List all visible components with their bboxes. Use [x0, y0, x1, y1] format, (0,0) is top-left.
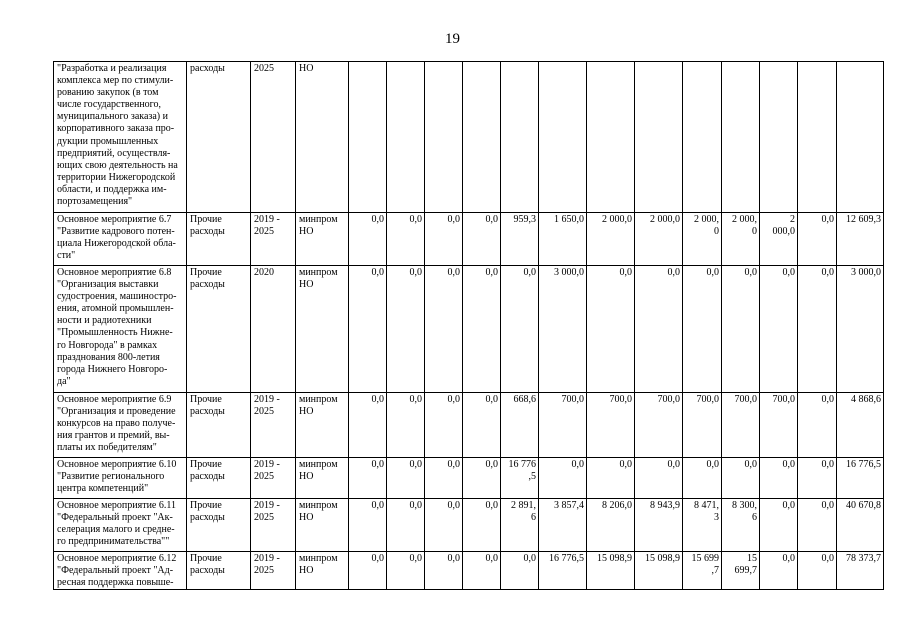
amount-cell: [722, 62, 760, 213]
table-row: [54, 62, 884, 213]
cell-line: 0,0: [485, 394, 498, 405]
amount-cell: [683, 552, 722, 590]
executor: [296, 393, 349, 458]
cell-line: 668,6: [513, 394, 536, 405]
cell-line: 700,0: [696, 394, 719, 405]
cell-line: 2019 -: [254, 500, 280, 511]
amount-cell: [349, 552, 387, 590]
activity-description: [54, 393, 187, 458]
amount-cell: [349, 266, 387, 393]
cell-line: 40 670,8: [846, 500, 881, 511]
executor: [296, 266, 349, 393]
cell-line: 0,0: [706, 267, 719, 278]
amount-cell: [837, 499, 884, 552]
cell-line: 700,0: [772, 394, 795, 405]
activity-description: [54, 266, 187, 393]
cell-line: 0,0: [821, 459, 834, 470]
amount-cell: [387, 266, 425, 393]
budget-table: [53, 61, 884, 590]
cell-line: 2 000,: [732, 214, 757, 225]
cell-line: 0,0: [447, 459, 460, 470]
cell-line: расходы: [190, 406, 225, 418]
amount-cell: [837, 458, 884, 499]
amount-cell: [539, 266, 587, 393]
cell-line: НО: [299, 406, 314, 418]
amount-cell: [798, 393, 837, 458]
period: [251, 458, 296, 499]
cell-line: 15 098,9: [597, 553, 632, 564]
cell-line: 0,0: [371, 500, 384, 511]
cell-line: 2019 -: [254, 553, 280, 564]
amount-cell: [635, 62, 683, 213]
executor: [296, 62, 349, 213]
amount-cell: [635, 499, 683, 552]
amount-cell: [539, 62, 587, 213]
cell-line: ности и радиотехники: [57, 315, 152, 327]
amount-cell: [837, 62, 884, 213]
activity-description: [54, 62, 187, 213]
cell-line: 4 868,6: [851, 394, 881, 405]
amount-cell: [501, 213, 539, 266]
cell-line: расходы: [190, 279, 225, 291]
amount-cell: [760, 393, 798, 458]
cell-line: 0,0: [782, 459, 795, 470]
cell-line: сти": [57, 250, 76, 262]
cell-line: корпоративного заказа про-: [57, 123, 175, 135]
cell-line: 2025: [254, 226, 274, 238]
amount-cell: [425, 552, 463, 590]
cell-line: 0,0: [485, 500, 498, 511]
cell-line: 2019 -: [254, 394, 280, 405]
cell-line: 2025: [254, 406, 274, 418]
cell-line: 0,0: [485, 214, 498, 225]
expense-type: [187, 458, 251, 499]
cell-line: минпром: [299, 500, 338, 511]
activity-description: [54, 552, 187, 590]
amount-cell: [501, 266, 539, 393]
cell-line: ющих свою деятельность на: [57, 159, 178, 171]
cell-line: территории Нижегородской: [57, 171, 176, 183]
cell-line: расходы: [190, 565, 225, 577]
amount-cell: [760, 213, 798, 266]
cell-line: "Развитие регионального: [57, 471, 165, 483]
cell-line: 0,0: [447, 394, 460, 405]
cell-line: 3 000,0: [851, 267, 881, 278]
cell-line: 0,0: [821, 214, 834, 225]
cell-line: 15 098,9: [645, 553, 680, 564]
period: [251, 213, 296, 266]
cell-line: 15: [747, 553, 757, 564]
cell-line: 0,0: [371, 394, 384, 405]
executor: [296, 458, 349, 499]
cell-line: расходы: [190, 226, 225, 238]
cell-line: 0,0: [409, 553, 422, 564]
cell-line: го Новгорода" в рамках: [57, 339, 158, 351]
cell-line: циала Нижегородской обла-: [57, 238, 176, 250]
cell-line: "Промышленность Нижне-: [57, 327, 173, 339]
cell-line: расходы: [190, 63, 225, 74]
amount-cell: [539, 552, 587, 590]
amount-cell: [425, 62, 463, 213]
amount-cell: [587, 62, 635, 213]
cell-line: судостроения, машиностро-: [57, 291, 177, 303]
amount-cell: [722, 499, 760, 552]
cell-line: "Организация и проведение: [57, 406, 176, 418]
expense-type: [187, 552, 251, 590]
amount-cell: [387, 62, 425, 213]
amount-cell: [837, 552, 884, 590]
cell-line: 0,0: [706, 459, 719, 470]
amount-cell: [635, 213, 683, 266]
amount-cell: [463, 499, 501, 552]
cell-line: 0,0: [447, 214, 460, 225]
cell-line: 0,0: [409, 394, 422, 405]
cell-line: Прочие: [190, 500, 222, 511]
amount-cell: [798, 266, 837, 393]
cell-line: 0,0: [782, 500, 795, 511]
cell-line: 0,0: [371, 214, 384, 225]
cell-line: 0,0: [485, 459, 498, 470]
cell-line: Прочие: [190, 459, 222, 470]
cell-line: 0,0: [523, 553, 536, 564]
cell-line: НО: [299, 471, 314, 483]
amount-cell: [463, 393, 501, 458]
cell-line: 16 776,5: [549, 553, 584, 564]
amount-cell: [463, 552, 501, 590]
cell-line: Прочие: [190, 214, 222, 225]
amount-cell: [587, 266, 635, 393]
cell-line: 1 650,0: [554, 214, 584, 225]
cell-line: НО: [299, 512, 314, 524]
cell-line: 2 000,0: [650, 214, 680, 225]
cell-line: Основное мероприятие 6.10: [57, 459, 177, 470]
amount-cell: [722, 552, 760, 590]
table-row: [54, 458, 884, 499]
cell-line: 0: [714, 226, 719, 238]
activity-description: [54, 499, 187, 552]
cell-line: 0,0: [409, 500, 422, 511]
cell-line: конкурсов на право получе-: [57, 418, 176, 430]
cell-line: 0,0: [409, 214, 422, 225]
amount-cell: [635, 458, 683, 499]
period: [251, 552, 296, 590]
cell-line: 0,0: [409, 267, 422, 278]
cell-line: 0,0: [571, 459, 584, 470]
amount-cell: [798, 552, 837, 590]
cell-line: портозамещения": [57, 196, 133, 208]
cell-line: области, и поддержка им-: [57, 183, 167, 195]
cell-line: 0,0: [485, 553, 498, 564]
cell-line: ния грантов и премий, вы-: [57, 430, 170, 442]
cell-line: 2019 -: [254, 459, 280, 470]
amount-cell: [539, 499, 587, 552]
cell-line: 6: [531, 512, 536, 524]
cell-line: 700,0: [734, 394, 757, 405]
cell-line: комплекса мер по стимули-: [57, 75, 174, 87]
amount-cell: [501, 393, 539, 458]
amount-cell: [635, 266, 683, 393]
cell-line: 0,0: [485, 267, 498, 278]
amount-cell: [635, 393, 683, 458]
cell-line: 8 300,: [732, 500, 757, 511]
amount-cell: [387, 458, 425, 499]
amount-cell: [722, 393, 760, 458]
cell-line: 16 776: [508, 459, 536, 470]
cell-line: 0,0: [821, 394, 834, 405]
cell-line: минпром: [299, 214, 338, 225]
cell-line: 2025: [254, 63, 274, 74]
cell-line: минпром: [299, 553, 338, 564]
cell-line: 3 857,4: [554, 500, 584, 511]
period: [251, 393, 296, 458]
table-row: [54, 266, 884, 393]
amount-cell: [837, 266, 884, 393]
cell-line: селерация малого и средне-: [57, 524, 175, 536]
cell-line: числе государственного,: [57, 99, 162, 111]
executor: [296, 213, 349, 266]
amount-cell: [760, 62, 798, 213]
period: [251, 62, 296, 213]
cell-line: 0,0: [447, 553, 460, 564]
cell-line: минпром: [299, 267, 338, 278]
cell-line: 2 000,0: [602, 214, 632, 225]
cell-line: 700,0: [561, 394, 584, 405]
cell-line: 700,0: [657, 394, 680, 405]
expense-type: [187, 266, 251, 393]
cell-line: муниципального заказа) и: [57, 111, 168, 123]
amount-cell: [683, 213, 722, 266]
executor: [296, 499, 349, 552]
executor: [296, 552, 349, 590]
cell-line: 15 699: [691, 553, 719, 564]
amount-cell: [463, 213, 501, 266]
amount-cell: [798, 213, 837, 266]
cell-line: рованию закупок (в том: [57, 87, 159, 99]
amount-cell: [760, 552, 798, 590]
amount-cell: [722, 458, 760, 499]
cell-line: ,7: [711, 565, 719, 577]
amount-cell: [760, 499, 798, 552]
table-row: [54, 552, 884, 590]
amount-cell: [349, 62, 387, 213]
cell-line: 0,0: [821, 500, 834, 511]
cell-line: Основное мероприятие 6.8: [57, 267, 172, 278]
amount-cell: [501, 458, 539, 499]
cell-line: 0,0: [409, 459, 422, 470]
cell-line: 3: [714, 512, 719, 524]
cell-line: 2 000,: [694, 214, 719, 225]
cell-line: 0,0: [619, 459, 632, 470]
cell-line: расходы: [190, 512, 225, 524]
amount-cell: [349, 499, 387, 552]
cell-line: 12 609,3: [846, 214, 881, 225]
cell-line: Основное мероприятие 6.7: [57, 214, 172, 225]
amount-cell: [425, 393, 463, 458]
amount-cell: [722, 266, 760, 393]
cell-line: 699,7: [734, 565, 757, 577]
cell-line: платы их победителям": [57, 442, 157, 454]
cell-line: 0,0: [619, 267, 632, 278]
cell-line: 700,0: [609, 394, 632, 405]
amount-cell: [387, 393, 425, 458]
cell-line: 3 000,0: [554, 267, 584, 278]
amount-cell: [425, 213, 463, 266]
page-number: 19: [445, 31, 460, 47]
amount-cell: [798, 499, 837, 552]
expense-type: [187, 62, 251, 213]
cell-line: Прочие: [190, 394, 222, 405]
cell-line: го предпринимательства"": [57, 536, 170, 548]
expense-type: [187, 213, 251, 266]
cell-line: 2: [790, 214, 795, 225]
amount-cell: [539, 393, 587, 458]
amount-cell: [760, 458, 798, 499]
amount-cell: [501, 499, 539, 552]
cell-line: 0,0: [667, 459, 680, 470]
table-row: [54, 393, 884, 458]
table-row: [54, 213, 884, 266]
amount-cell: [539, 213, 587, 266]
cell-line: ,5: [528, 471, 536, 483]
cell-line: "Разработка и реализация: [57, 63, 167, 74]
cell-line: НО: [299, 279, 314, 291]
amount-cell: [683, 393, 722, 458]
cell-line: 16 776,5: [846, 459, 881, 470]
cell-line: минпром: [299, 459, 338, 470]
amount-cell: [760, 266, 798, 393]
cell-line: Прочие: [190, 267, 222, 278]
period: [251, 499, 296, 552]
cell-line: Основное мероприятие 6.9: [57, 394, 172, 405]
cell-line: 2025: [254, 565, 274, 577]
amount-cell: [683, 62, 722, 213]
amount-cell: [798, 62, 837, 213]
amount-cell: [425, 499, 463, 552]
amount-cell: [683, 266, 722, 393]
cell-line: 8 471,: [694, 500, 719, 511]
amount-cell: [587, 458, 635, 499]
cell-line: 0,0: [821, 553, 834, 564]
cell-line: "Организация выставки: [57, 279, 159, 291]
amount-cell: [501, 62, 539, 213]
amount-cell: [683, 458, 722, 499]
cell-line: празднования 800-летия: [57, 351, 160, 363]
cell-line: города Нижнего Новгоро-: [57, 363, 168, 375]
cell-line: 0,0: [371, 267, 384, 278]
amount-cell: [349, 458, 387, 499]
cell-line: 2019 -: [254, 214, 280, 225]
amount-cell: [539, 458, 587, 499]
cell-line: НО: [299, 226, 314, 238]
amount-cell: [798, 458, 837, 499]
cell-line: минпром: [299, 394, 338, 405]
cell-line: 0,0: [447, 267, 460, 278]
cell-line: 0,0: [821, 267, 834, 278]
amount-cell: [425, 266, 463, 393]
cell-line: 0,0: [744, 267, 757, 278]
expense-type: [187, 499, 251, 552]
amount-cell: [463, 458, 501, 499]
cell-line: 2025: [254, 471, 274, 483]
period: [251, 266, 296, 393]
cell-line: 000,0: [772, 226, 795, 238]
cell-line: 0,0: [667, 267, 680, 278]
cell-line: 0,0: [371, 553, 384, 564]
table-row: [54, 499, 884, 552]
amount-cell: [683, 499, 722, 552]
activity-description: [54, 213, 187, 266]
cell-line: 959,3: [513, 214, 536, 225]
cell-line: дукции промышленных: [57, 135, 159, 147]
cell-line: предприятий, осуществля-: [57, 147, 171, 159]
amount-cell: [463, 266, 501, 393]
cell-line: 0,0: [371, 459, 384, 470]
amount-cell: [587, 499, 635, 552]
amount-cell: [501, 552, 539, 590]
cell-line: 8 206,0: [602, 500, 632, 511]
cell-line: 0,0: [523, 267, 536, 278]
amount-cell: [463, 62, 501, 213]
amount-cell: [837, 213, 884, 266]
amount-cell: [635, 552, 683, 590]
cell-line: "Федеральный проект "Ад-: [57, 565, 174, 577]
activity-description: [54, 458, 187, 499]
cell-line: 2025: [254, 512, 274, 524]
cell-line: Прочие: [190, 553, 222, 564]
cell-line: ресная поддержка повыше-: [57, 577, 174, 589]
cell-line: 78 373,7: [846, 553, 881, 564]
amount-cell: [722, 213, 760, 266]
amount-cell: [587, 552, 635, 590]
cell-line: да": [57, 375, 71, 387]
cell-line: 0,0: [744, 459, 757, 470]
amount-cell: [387, 499, 425, 552]
amount-cell: [587, 213, 635, 266]
amount-cell: [837, 393, 884, 458]
amount-cell: [387, 213, 425, 266]
cell-line: Основное мероприятие 6.12: [57, 553, 177, 564]
cell-line: НО: [299, 63, 314, 74]
cell-line: 0,0: [782, 267, 795, 278]
cell-line: центра компетенций": [57, 483, 149, 495]
cell-line: 0,0: [447, 500, 460, 511]
amount-cell: [387, 552, 425, 590]
expense-type: [187, 393, 251, 458]
cell-line: ения, атомной промышлен-: [57, 303, 174, 315]
cell-line: 6: [752, 512, 757, 524]
cell-line: Основное мероприятие 6.11: [57, 500, 177, 511]
cell-line: 2 891,: [511, 500, 536, 511]
cell-line: НО: [299, 565, 314, 577]
cell-line: 2020: [254, 267, 274, 278]
amount-cell: [425, 458, 463, 499]
cell-line: "Развитие кадрового потен-: [57, 226, 175, 238]
cell-line: расходы: [190, 471, 225, 483]
amount-cell: [587, 393, 635, 458]
cell-line: "Федеральный проект "Ак-: [57, 512, 173, 524]
cell-line: 0,0: [782, 553, 795, 564]
amount-cell: [349, 213, 387, 266]
cell-line: 8 943,9: [650, 500, 680, 511]
cell-line: 0: [752, 226, 757, 238]
amount-cell: [349, 393, 387, 458]
